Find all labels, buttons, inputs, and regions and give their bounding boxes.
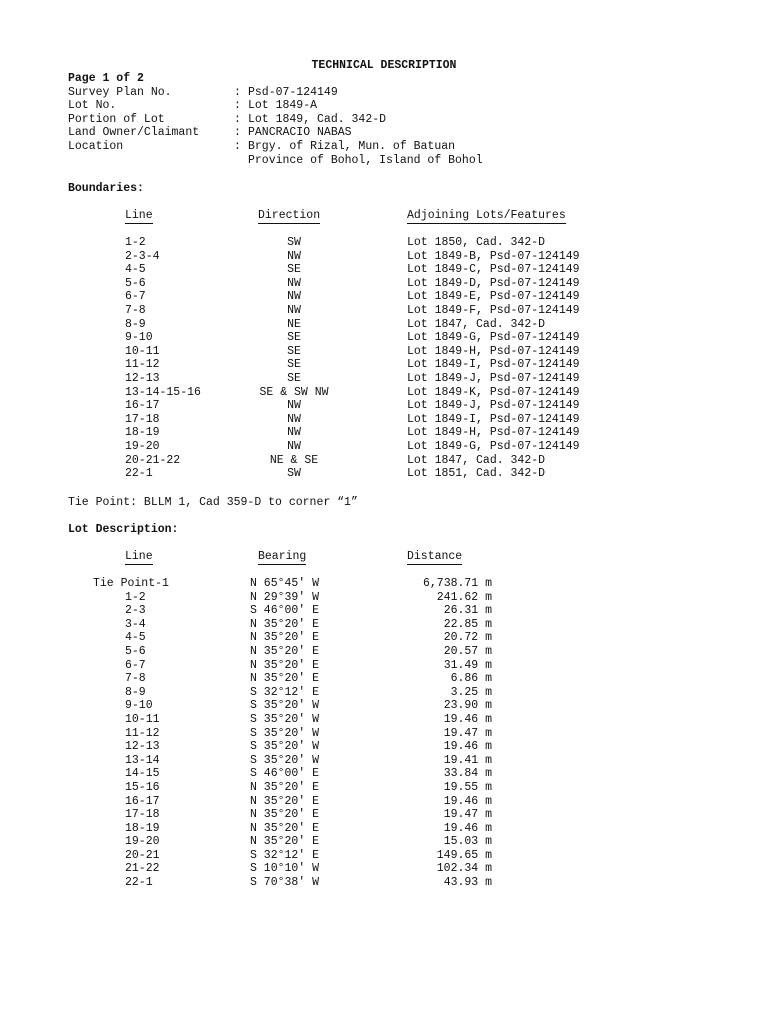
lot-row <box>0 713 768 727</box>
boundary-direction: NW <box>287 276 301 290</box>
page-number: Page 1 of 2 <box>68 72 144 85</box>
lot-line: 11-12 <box>125 726 160 740</box>
boundary-line: 22-1 <box>125 467 153 481</box>
lot-distance: 149.65 m <box>436 848 492 862</box>
boundaries-header-line <box>125 209 153 223</box>
lot-distance: 20.72 m <box>443 631 492 645</box>
field-value: Psd-07-124149 <box>248 85 338 99</box>
field-colon: : <box>234 85 241 99</box>
boundary-adjoining: Lot 1849-C, Psd-07-124149 <box>407 263 580 277</box>
boundary-row <box>0 440 768 454</box>
boundary-adjoining: Lot 1850, Cad. 342-D <box>407 236 546 249</box>
header-adjoining-text: Adjoining Lots/Features <box>407 209 566 222</box>
boundary-adjoining: Lot 1849-B, Psd-07-124149 <box>407 249 580 263</box>
boundary-row <box>0 236 768 250</box>
boundary-row <box>0 345 768 359</box>
boundary-line: 10-11 <box>125 344 160 358</box>
field-label: Portion of Lot <box>68 112 165 126</box>
lot-row <box>0 591 768 605</box>
lot-bearing: S 70°38' W <box>250 876 320 890</box>
lot-bearing: N 35°20' E <box>250 617 320 631</box>
boundary-row <box>0 358 768 372</box>
lot-bearing: S 10°10' W <box>250 862 320 876</box>
boundary-direction: SE <box>287 344 301 358</box>
boundary-line: 18-19 <box>125 426 160 440</box>
boundary-direction: NW <box>287 412 301 426</box>
lot-bearing: N 35°20' E <box>250 644 320 658</box>
lot-distance: 19.46 m <box>443 740 492 754</box>
header-distance-text: Distance <box>407 550 463 563</box>
field-label: Location <box>68 139 124 153</box>
boundary-line: 7-8 <box>125 303 146 317</box>
lot-row <box>0 645 768 659</box>
lot-bearing: S 32°12' E <box>250 848 320 862</box>
lot-row <box>0 577 768 591</box>
header-bearing-text: Bearing <box>258 550 307 563</box>
boundary-row <box>0 331 768 345</box>
lot-line: 14-15 <box>125 767 160 781</box>
lot-row <box>0 781 768 795</box>
lot-line: 10-11 <box>125 712 160 726</box>
header-field-portion-of-lot <box>68 113 483 127</box>
lot-bearing: S 35°20' W <box>250 712 320 726</box>
boundary-line: 13-14-15-16 <box>125 385 201 399</box>
field-value: Province of Bohol, Island of Bohol <box>248 153 483 167</box>
lot-line: 3-4 <box>125 617 146 631</box>
boundary-row <box>0 250 768 264</box>
lot-row <box>0 672 768 686</box>
boundary-direction: SE & SW NW <box>259 385 329 399</box>
boundary-adjoining: Lot 1849-D, Psd-07-124149 <box>407 276 580 290</box>
boundary-line: 11-12 <box>125 358 160 372</box>
field-value: Lot 1849-A <box>248 99 318 113</box>
boundary-adjoining: Lot 1851, Cad. 342-D <box>407 467 546 481</box>
header-field-owner <box>68 126 483 140</box>
lot-header-distance <box>407 550 462 564</box>
lot-bearing: S 35°20' W <box>250 726 320 740</box>
boundary-adjoining: Lot 1849-K, Psd-07-124149 <box>407 385 580 399</box>
field-colon: : <box>234 99 241 113</box>
boundary-line: 1-2 <box>125 236 146 249</box>
lot-distance: 3.25 m <box>450 685 492 699</box>
lot-distance: 26.31 m <box>443 604 492 618</box>
header-direction-text: Direction <box>258 209 321 222</box>
boundary-row <box>0 399 768 413</box>
lot-bearing: S 46°00' E <box>250 604 320 618</box>
lot-bearing: S 35°20' W <box>250 699 320 713</box>
lot-distance: 241.62 m <box>436 590 492 604</box>
boundary-adjoining: Lot 1849-H, Psd-07-124149 <box>407 426 580 440</box>
lot-line: 7-8 <box>125 672 146 686</box>
boundary-direction: SW <box>287 236 301 249</box>
field-label: Lot No. <box>68 99 117 113</box>
lot-distance: 19.46 m <box>443 712 492 726</box>
boundary-line: 6-7 <box>125 290 146 304</box>
lot-line: 20-21 <box>125 848 160 862</box>
header-block <box>68 72 483 167</box>
boundary-row <box>0 467 768 481</box>
tie-point-text: Tie Point: BLLM 1, Cad 359-D to corner “1” <box>68 496 358 509</box>
header-field-lot-no <box>68 99 483 113</box>
boundary-line: 5-6 <box>125 276 146 290</box>
boundary-direction: NW <box>287 439 301 453</box>
lot-bearing: N 35°20' E <box>250 808 320 822</box>
boundary-row <box>0 386 768 400</box>
field-label: Land Owner/Claimant <box>68 126 200 140</box>
boundary-direction: NW <box>287 303 301 317</box>
boundary-adjoining: Lot 1849-G, Psd-07-124149 <box>407 439 580 453</box>
boundary-direction: NW <box>287 426 301 440</box>
lot-line: 2-3 <box>125 604 146 618</box>
lot-line: Tie Point-1 <box>93 577 169 590</box>
lot-line: 15-16 <box>125 780 160 794</box>
lot-row <box>0 795 768 809</box>
lot-bearing: N 35°20' E <box>250 835 320 849</box>
boundary-adjoining: Lot 1849-E, Psd-07-124149 <box>407 290 580 304</box>
lot-line: 1-2 <box>125 590 146 604</box>
lot-bearing: N 35°20' E <box>250 631 320 645</box>
boundary-direction: SW <box>287 467 301 481</box>
lot-row <box>0 699 768 713</box>
field-colon: : <box>234 126 241 140</box>
boundary-adjoining: Lot 1847, Cad. 342-D <box>407 317 546 331</box>
lot-line: 18-19 <box>125 821 160 835</box>
page-title: TECHNICAL DESCRIPTION <box>311 59 457 72</box>
lot-row <box>0 808 768 822</box>
field-value: PANCRACIO NABAS <box>248 126 352 140</box>
lot-bearing: N 35°20' E <box>250 794 320 808</box>
boundary-direction: NE & SE <box>269 453 319 467</box>
boundary-line: 19-20 <box>125 439 160 453</box>
boundary-row <box>0 413 768 427</box>
lot-line: 8-9 <box>125 685 146 699</box>
lot-distance: 19.47 m <box>443 808 492 822</box>
boundary-row <box>0 263 768 277</box>
lot-description-table <box>0 577 768 890</box>
boundary-adjoining: Lot 1849-F, Psd-07-124149 <box>407 303 580 317</box>
boundary-adjoining: Lot 1849-I, Psd-07-124149 <box>407 412 580 426</box>
boundary-direction: NW <box>287 290 301 304</box>
lot-distance: 22.85 m <box>443 617 492 631</box>
lot-line: 16-17 <box>125 794 160 808</box>
field-colon: : <box>234 112 241 126</box>
boundary-line: 4-5 <box>125 263 146 277</box>
boundary-row <box>0 454 768 468</box>
lot-row <box>0 835 768 849</box>
lot-bearing: S 35°20' W <box>250 740 320 754</box>
lot-distance: 102.34 m <box>436 862 492 876</box>
boundaries-table <box>0 236 768 481</box>
boundary-row <box>0 426 768 440</box>
lot-line: 21-22 <box>125 862 160 876</box>
lot-bearing: N 35°20' E <box>250 821 320 835</box>
boundary-direction: NW <box>287 399 301 413</box>
lot-distance: 33.84 m <box>443 767 492 781</box>
header-field-survey-plan <box>68 86 483 100</box>
boundary-line: 12-13 <box>125 371 160 385</box>
lot-distance: 20.57 m <box>443 644 492 658</box>
boundary-line: 20-21-22 <box>125 453 181 467</box>
boundary-adjoining: Lot 1849-I, Psd-07-124149 <box>407 358 580 372</box>
lot-row <box>0 659 768 673</box>
boundary-row <box>0 372 768 386</box>
lot-row <box>0 740 768 754</box>
boundary-row <box>0 277 768 291</box>
lot-line: 22-1 <box>125 876 153 890</box>
boundary-line: 9-10 <box>125 331 153 345</box>
field-value: Lot 1849, Cad. 342-D <box>248 112 387 126</box>
lot-header-bearing <box>258 550 306 564</box>
lot-row <box>0 686 768 700</box>
lot-row <box>0 767 768 781</box>
field-label: Survey Plan No. <box>68 85 172 99</box>
lot-row <box>0 876 768 890</box>
lot-bearing: S 32°12' E <box>250 685 320 699</box>
lot-row <box>0 618 768 632</box>
boundary-row <box>0 290 768 304</box>
lot-distance: 6,738.71 m <box>422 577 492 590</box>
lot-bearing: S 46°00' E <box>250 767 320 781</box>
boundary-line: 8-9 <box>125 317 146 331</box>
lot-bearing: N 35°20' E <box>250 672 320 686</box>
header-field-location <box>68 140 483 154</box>
lot-header-line <box>125 550 153 564</box>
lot-row <box>0 727 768 741</box>
boundaries-label: Boundaries: <box>68 182 144 195</box>
lot-line: 5-6 <box>125 644 146 658</box>
lot-line: 13-14 <box>125 753 160 767</box>
lot-line: 19-20 <box>125 835 160 849</box>
lot-row <box>0 849 768 863</box>
lot-row <box>0 862 768 876</box>
boundary-direction: SE <box>287 331 301 345</box>
lot-line: 12-13 <box>125 740 160 754</box>
lot-bearing: N 29°39' W <box>250 590 320 604</box>
field-value: Brgy. of Rizal, Mun. of Batuan <box>248 139 456 153</box>
lot-distance: 19.55 m <box>443 780 492 794</box>
lot-line: 17-18 <box>125 808 160 822</box>
header-line-text: Line <box>125 209 153 222</box>
lot-distance: 6.86 m <box>450 672 492 686</box>
lot-row <box>0 604 768 618</box>
lot-distance: 19.46 m <box>443 821 492 835</box>
lot-row <box>0 754 768 768</box>
field-colon: : <box>234 139 241 153</box>
boundary-line: 17-18 <box>125 412 160 426</box>
boundary-adjoining: Lot 1849-H, Psd-07-124149 <box>407 344 580 358</box>
lot-distance: 43.93 m <box>443 876 492 890</box>
lot-line: 9-10 <box>125 699 153 713</box>
lot-bearing: N 35°20' E <box>250 658 320 672</box>
boundary-line: 16-17 <box>125 399 160 413</box>
boundary-direction: SE <box>287 371 301 385</box>
lot-line: 4-5 <box>125 631 146 645</box>
lot-description-label: Lot Description: <box>68 523 179 536</box>
boundary-row <box>0 304 768 318</box>
lot-distance: 23.90 m <box>443 699 492 713</box>
boundary-direction: NE <box>287 317 301 331</box>
boundaries-header-adjoining <box>407 209 566 223</box>
lot-distance: 19.46 m <box>443 794 492 808</box>
boundary-direction: SE <box>287 263 301 277</box>
boundaries-header-direction <box>258 209 320 223</box>
boundary-adjoining: Lot 1849-J, Psd-07-124149 <box>407 371 580 385</box>
lot-bearing: S 35°20' W <box>250 753 320 767</box>
lot-bearing: N 35°20' E <box>250 780 320 794</box>
boundary-line: 2-3-4 <box>125 249 160 263</box>
lot-distance: 15.03 m <box>443 835 492 849</box>
header-line-text: Line <box>125 550 153 563</box>
lot-distance: 19.47 m <box>443 726 492 740</box>
boundary-adjoining: Lot 1847, Cad. 342-D <box>407 453 546 467</box>
boundary-adjoining: Lot 1849-G, Psd-07-124149 <box>407 331 580 345</box>
lot-row <box>0 822 768 836</box>
lot-distance: 31.49 m <box>443 658 492 672</box>
lot-distance: 19.41 m <box>443 753 492 767</box>
lot-line: 6-7 <box>125 658 146 672</box>
boundary-row <box>0 318 768 332</box>
boundary-direction: NW <box>287 249 301 263</box>
lot-bearing: N 65°45' W <box>250 577 320 590</box>
header-field-location-cont <box>68 154 483 168</box>
boundary-adjoining: Lot 1849-J, Psd-07-124149 <box>407 399 580 413</box>
lot-row <box>0 631 768 645</box>
boundary-direction: SE <box>287 358 301 372</box>
